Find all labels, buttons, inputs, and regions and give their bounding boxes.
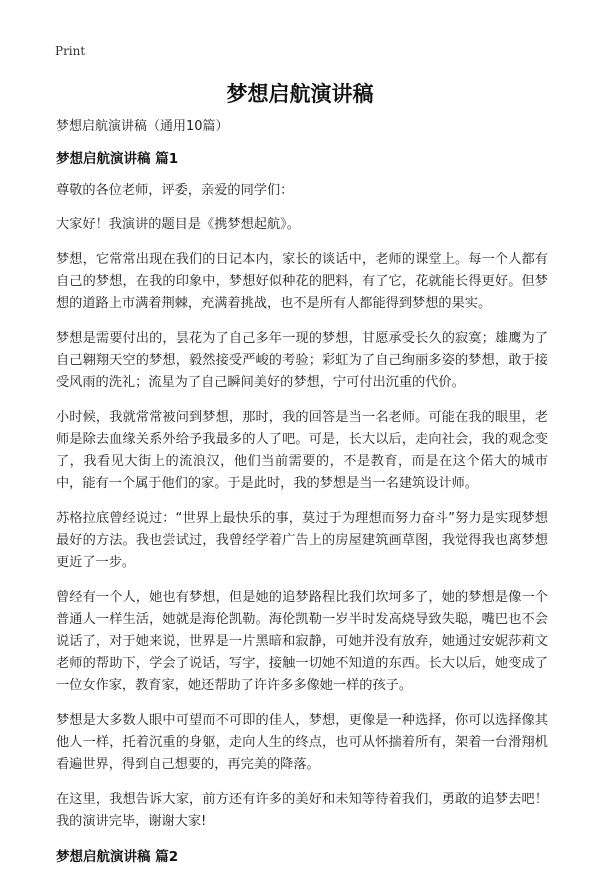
print-link[interactable]: Print [55, 44, 86, 58]
document-body [56, 116, 548, 878]
section-heading-2: 梦想启航演讲稿 篇2 [56, 849, 179, 865]
paragraph-body: 苏格拉底曾经说过：“世界上最快乐的事，莫过于为理想而努力奋斗”努力是实现梦想最好的方法。我也尝试过，我曾经学着广告上的房屋建筑画草图，我觉得我也离梦想更近了一步。 [56, 511, 548, 570]
paragraph-body: 梦想，它常常出现在我们的日记本内，家长的谈话中，老师的课堂上。每一个人都有自己的梦想，在我的印象中，梦想好似种花的肥料，有了它，花就能长得更好。但梦想的道路上市满着荆棘，充满着挑战，也不是所有人都能得到梦想的果实。 [56, 252, 548, 311]
paragraph-closing: 在这里，我想告诉大家，前方还有许多的美好和未知等待着我们，勇敢的追梦去吧！我的演讲完毕，谢谢大家! [56, 792, 548, 829]
page-title: 梦想启航演讲稿 [226, 82, 374, 106]
paragraph-body: 小时候，我就常常被问到梦想，那时，我的回答是当一名老师。可能在我的眼里，老师是除去血缘关系外给予我最多的人了吧。可是，长大以后，走向社会，我的观念变了，我看见大街上的流浪汉，他们当前需要的，不是教育，而是在这个偌大的城市中，能有一个属于他们的家。于是此时，我的梦想是当一名建筑设计师。 [56, 410, 548, 491]
paragraph-body: 梦想是需要付出的，昙花为了自己多年一现的梦想，甘愿承受长久的寂寞；雄鹰为了自己翱翔天空的梦想，毅然接受严峻的考验；彩虹为了自己绚丽多姿的梦想，敢于接受风雨的洗礼；流星为了自己瞬间美好的梦想，宁可付出沉重的代价。 [56, 331, 548, 390]
paragraph-greeting: 大家好！我演讲的题目是《携梦想起航》。 [56, 217, 300, 232]
paragraph-body: 曾经有一个人，她也有梦想，但是她的追梦路程比我们坎坷多了，她的梦想是像一个普通人一样生活，她就是海伦凯勒。海伦凯勒一岁半时发高烧导致失聪，嘴巴也不会说话了，对于她来说，世界是一片黑暗和寂静，可她并没有放弃，她通过安妮莎莉文老师的帮助下，学会了说话，写字，接触一切她不知道的东西。长大以后，她变成了一位女作家，教育家，她还帮助了许许多多像她一样的孩子。 [56, 590, 548, 693]
paragraph-body: 梦想是大多数人眼中可望而不可即的佳人，梦想，更像是一种选择，你可以选择像其他人一样，托着沉重的身躯，走向人生的终点，也可从怀揣着所有，架着一台滑翔机看遍世界，得到自己想要的，再完美的降落。 [56, 713, 548, 772]
document-subtitle: 梦想启航演讲稿（通用10篇） [56, 119, 229, 134]
paragraph-salutation: 尊敬的各位老师，评委，亲爱的同学们： [56, 183, 294, 198]
section-heading-1: 梦想启航演讲稿 篇1 [56, 151, 179, 167]
